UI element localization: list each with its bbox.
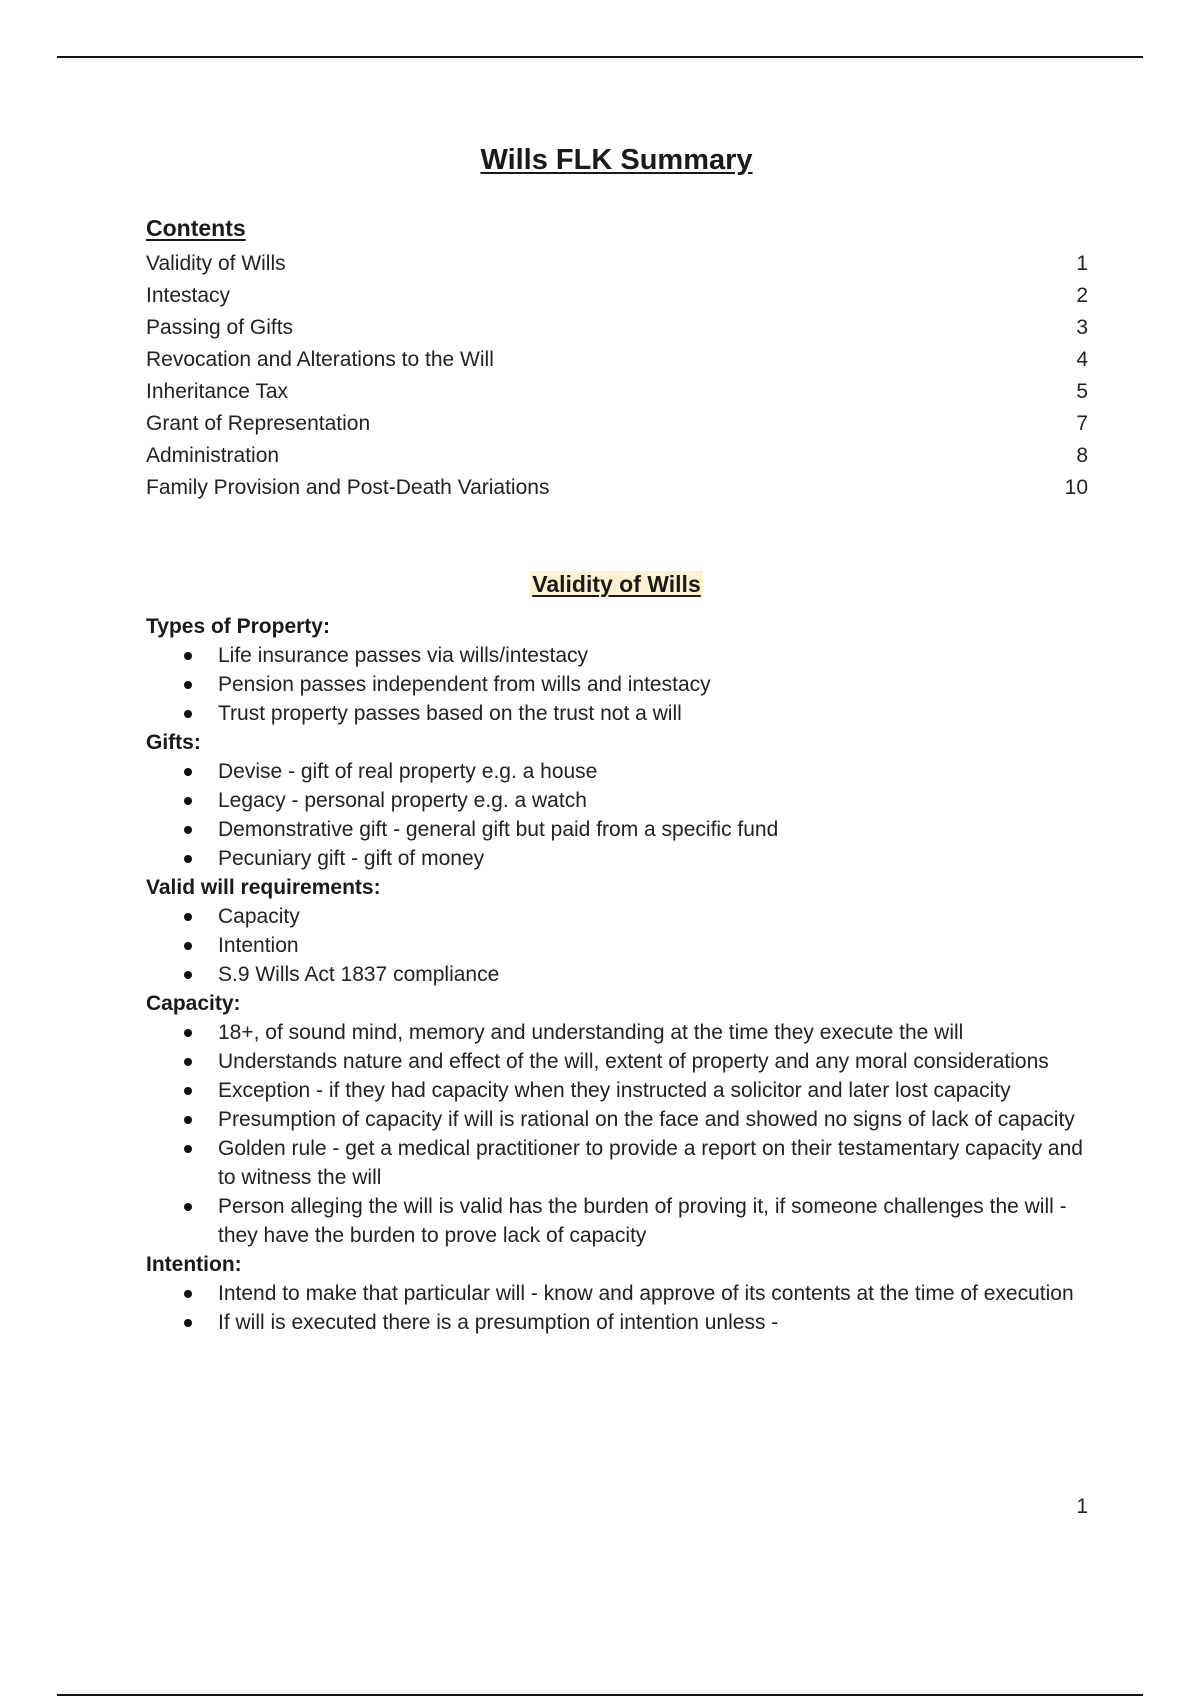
list-item: 18+, of sound mind, memory and understanding at the time they execute the will [146,1018,1096,1047]
toc-entry-page: 1 [1076,252,1088,275]
page-number: 1 [1076,1495,1088,1518]
list-item: Pension passes independent from wills and intestacy [146,670,1096,699]
list-item: Legacy - personal property e.g. a watch [146,786,1096,815]
toc-entry[interactable] [146,440,1088,472]
bottom-rule [57,1694,1143,1696]
toc-entry-label: Inheritance Tax [146,380,289,403]
toc-entry[interactable] [146,376,1088,408]
list-item: Pecuniary gift - gift of money [146,844,1096,873]
toc-entry-label: Intestacy [146,284,231,307]
list-item: Demonstrative gift - general gift but paid from a specific fund [146,815,1096,844]
list-item: Intention [146,931,1096,960]
list-item: Person alleging the will is valid has the burden of proving it, if someone challenges the will - they have the burden to prove lack of capacity [146,1192,1096,1250]
section-heading-text: Validity of Wills [532,571,701,597]
toc-entry-page: 5 [1076,380,1088,403]
toc-entry[interactable] [146,408,1088,440]
table-of-contents [146,248,1088,504]
toc-entry[interactable] [146,312,1088,344]
list-item: Presumption of capacity if will is rational on the face and showed no signs of lack of capacity [146,1105,1096,1134]
list-item: Exception - if they had capacity when they instructed a solicitor and later lost capacity [146,1076,1096,1105]
toc-entry[interactable] [146,248,1088,280]
list-item: Golden rule - get a medical practitioner to provide a report on their testamentary capacity and to witness the will [146,1134,1096,1192]
bullet-list [146,641,1096,728]
top-rule [57,56,1143,58]
document-title: Wills FLK Summary [480,144,753,176]
toc-entry-page: 3 [1076,316,1088,339]
list-item: Trust property passes based on the trust not a will [146,699,1096,728]
toc-entry-label: Validity of Wills [146,252,286,275]
toc-entry-label: Revocation and Alterations to the Will [146,348,494,371]
toc-entry-page: 10 [1064,476,1088,499]
toc-entry[interactable] [146,344,1088,376]
list-item: Understands nature and effect of the will, extent of property and any moral considerations [146,1047,1096,1076]
toc-entry-label: Passing of Gifts [146,316,294,339]
bullet-list [146,757,1096,873]
list-item: If will is executed there is a presumption of intention unless - [146,1308,1096,1337]
toc-entry-page: 2 [1076,284,1088,307]
list-item: Life insurance passes via wills/intestacy [146,641,1096,670]
section-heading [0,571,1200,598]
subheading-gifts: Gifts: [146,731,201,754]
toc-entry[interactable] [146,280,1088,312]
list-item: Devise - gift of real property e.g. a house [146,757,1096,786]
toc-entry[interactable] [146,472,1088,504]
subheading-capacity: Capacity: [146,992,241,1015]
subheading-intention: Intention: [146,1253,242,1276]
list-item: Intend to make that particular will - know and approve of its contents at the time of execution [146,1279,1096,1308]
toc-entry-label: Grant of Representation [146,412,371,435]
bullet-list [146,1279,1096,1337]
toc-entry-page: 8 [1076,444,1088,467]
bullet-list [146,902,1096,989]
toc-entry-label: Administration [146,444,280,467]
list-item: Capacity [146,902,1096,931]
list-item: S.9 Wills Act 1837 compliance [146,960,1096,989]
subheading-types-of-property: Types of Property: [146,615,330,638]
subheading-valid-will-requirements: Valid will requirements: [146,876,381,899]
toc-entry-label: Family Provision and Post-Death Variations [146,476,550,499]
contents-heading: Contents [146,215,246,241]
toc-entry-page: 7 [1076,412,1088,435]
toc-entry-page: 4 [1076,348,1088,371]
bullet-list [146,1018,1096,1250]
section-body [146,612,1096,1337]
